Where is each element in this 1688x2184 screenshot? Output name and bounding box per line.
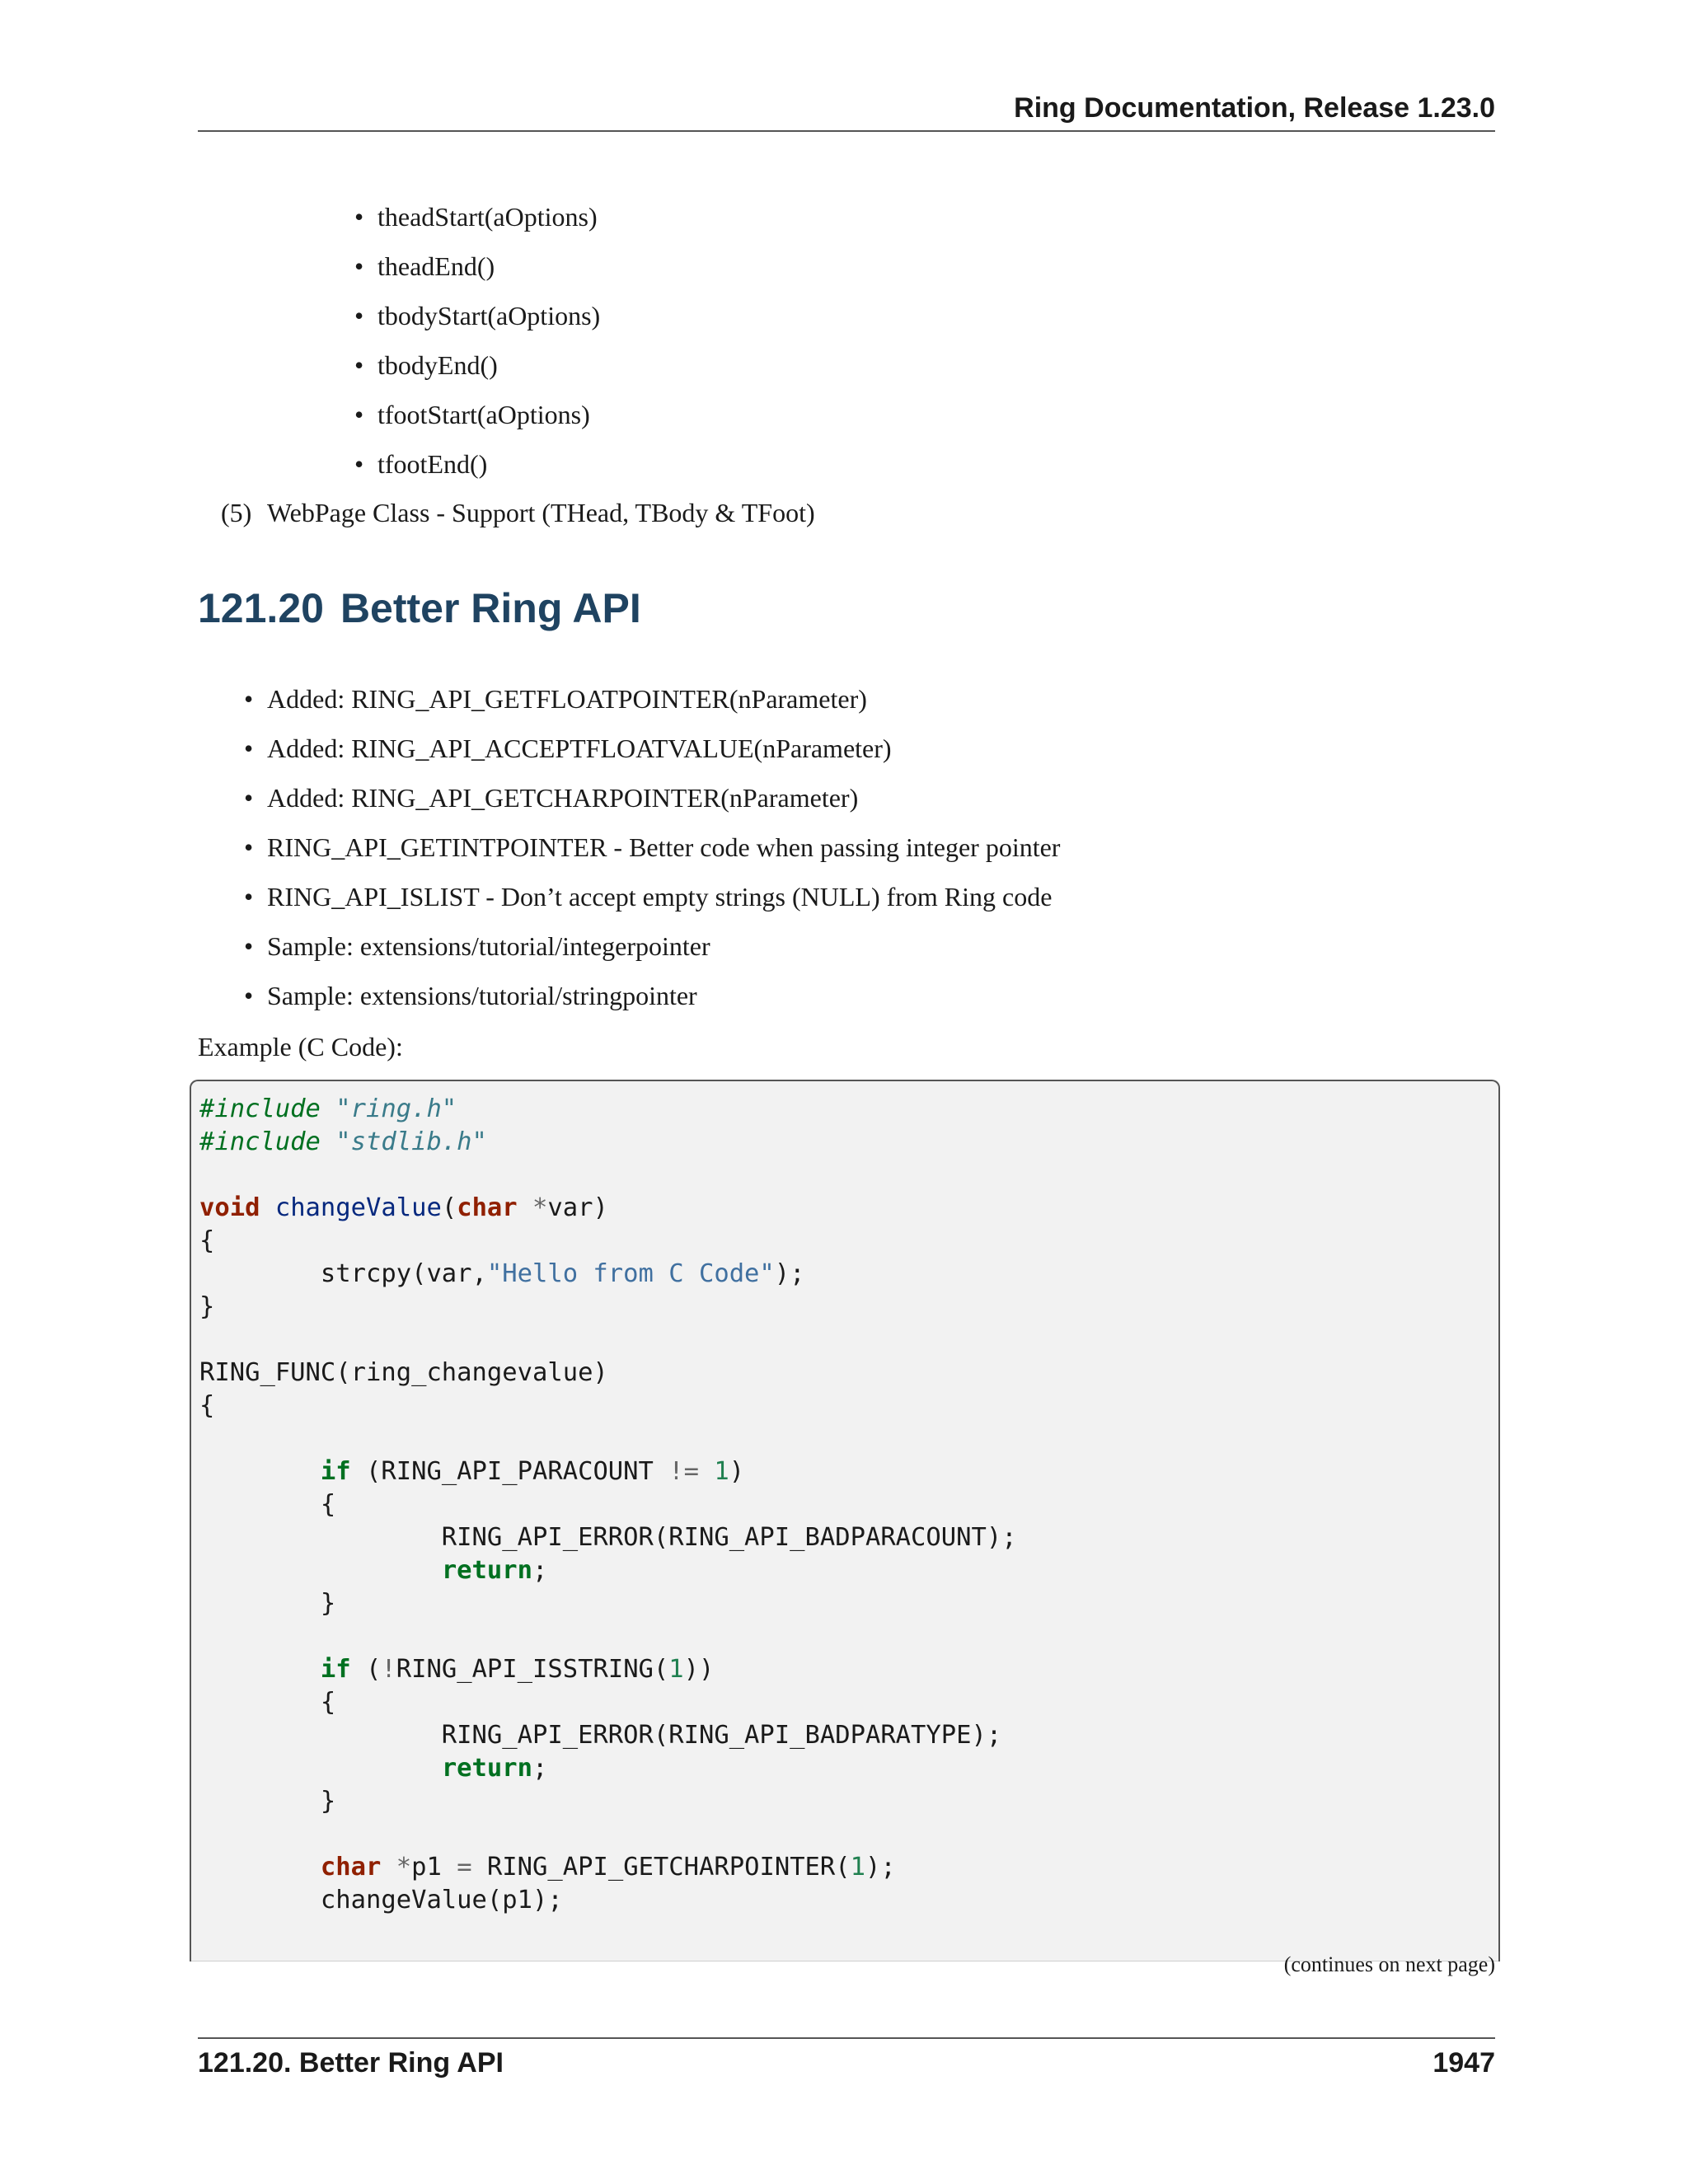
section-heading [198, 583, 641, 633]
code-line: { [199, 1226, 215, 1255]
bullet-icon: • [244, 733, 254, 763]
code-line: #include "ring.h" [199, 1094, 457, 1123]
bullet-icon: • [244, 931, 254, 961]
bullet-icon: • [244, 882, 254, 912]
code-line: RING_API_ERROR(RING_API_BADPARACOUNT); [199, 1523, 1017, 1552]
code-line [199, 1620, 1017, 1653]
list-item [354, 340, 600, 390]
list-item [244, 773, 1060, 823]
header-rule [198, 130, 1495, 132]
code-line: return; [441, 1556, 548, 1585]
list-item [244, 724, 1060, 773]
running-header: Ring Documentation, Release 1.23.0 [1014, 92, 1495, 124]
code-line [199, 1917, 1017, 1950]
bullet-icon: • [354, 350, 364, 380]
code-block[interactable] [190, 1080, 1500, 1961]
code-line: } [199, 1589, 336, 1618]
list-item [244, 921, 1060, 971]
list-item-text: Added: RING_API_ACCEPTFLOATVALUE(nParameter) [267, 733, 892, 763]
bullet-icon: • [244, 832, 254, 862]
list-item [354, 241, 600, 291]
example-label: Example (C Code): [198, 1032, 403, 1062]
list-item-text: Sample: extensions/tutorial/integerpointer [267, 931, 710, 961]
list-item [244, 674, 1060, 724]
list-item-text: RING_API_GETINTPOINTER - Better code when passing integer pointer [267, 832, 1061, 862]
code-line: changeValue(p1); [199, 1886, 563, 1915]
code-line [199, 1422, 1017, 1455]
sub-bullet-list [354, 192, 601, 489]
code-line: #include "stdlib.h" [199, 1127, 487, 1156]
section-title-text: Better Ring API [340, 585, 641, 631]
section-number: 121.20 [198, 585, 324, 631]
code-line: return; [441, 1754, 548, 1783]
bullet-icon: • [354, 251, 364, 281]
list-item [354, 390, 600, 439]
list-item-text: Added: RING_API_GETCHARPOINTER(nParameter) [267, 783, 859, 813]
list-item [244, 971, 1060, 1020]
list-item-text: theadStart(aOptions) [377, 202, 598, 232]
continues-note: (continues on next page) [1283, 1952, 1495, 1976]
code-line [199, 1324, 1017, 1357]
code-line: { [199, 1688, 336, 1717]
list-item-text: Sample: extensions/tutorial/stringpointer [267, 981, 697, 1010]
bullet-icon: • [354, 449, 364, 479]
code-line: RING_FUNC(ring_changevalue) [199, 1358, 608, 1387]
list-item-text: RING_API_ISLIST - Don’t accept empty strings (NULL) from Ring code [267, 882, 1053, 912]
bullet-icon: • [244, 684, 254, 714]
enum-text: WebPage Class - Support (THead, TBody & TFoot) [267, 498, 815, 527]
page-number: 1947 [1432, 2047, 1495, 2079]
code-line: { [199, 1391, 215, 1420]
bullet-icon: • [354, 301, 364, 330]
list-item-text: tfootEnd() [377, 449, 488, 479]
footer-section-title: 121.20. Better Ring API [198, 2047, 504, 2079]
enumerated-item [221, 488, 815, 537]
list-item [354, 291, 601, 340]
bullet-icon: • [244, 783, 254, 813]
code-line: void changeValue(char *var) [199, 1193, 608, 1222]
bullet-icon: • [244, 981, 254, 1010]
code-line: } [199, 1787, 336, 1816]
code-line: char *p1 = RING_API_GETCHARPOINTER(1); [320, 1853, 896, 1882]
list-item [354, 439, 600, 489]
code-line [199, 1818, 1017, 1851]
list-item-text: tbodyEnd() [377, 350, 498, 380]
list-item [244, 823, 1061, 872]
enum-number: (5) [221, 498, 252, 527]
list-item-text: Added: RING_API_GETFLOATPOINTER(nParameter) [267, 684, 867, 714]
code-line: RING_API_ERROR(RING_API_BADPARATYPE); [199, 1721, 1002, 1750]
code-listing[interactable] [199, 1093, 1017, 1950]
code-line [199, 1159, 1017, 1192]
code-line: strcpy(var,"Hello from C Code"); [199, 1259, 805, 1288]
footer-rule [198, 2037, 1495, 2039]
list-item [354, 192, 600, 241]
code-line: { [199, 1490, 336, 1519]
list-item-text: theadEnd() [377, 251, 495, 281]
code-line: if (!RING_API_ISSTRING(1)) [320, 1655, 715, 1684]
code-line: } [199, 1292, 215, 1321]
main-bullet-list [244, 674, 1061, 1020]
code-line: if (RING_API_PARACOUNT != 1) [320, 1457, 745, 1486]
list-item [244, 872, 1060, 921]
bullet-icon: • [354, 202, 364, 232]
bullet-icon: • [354, 400, 364, 429]
list-item-text: tbodyStart(aOptions) [377, 301, 601, 330]
list-item-text: tfootStart(aOptions) [377, 400, 590, 429]
